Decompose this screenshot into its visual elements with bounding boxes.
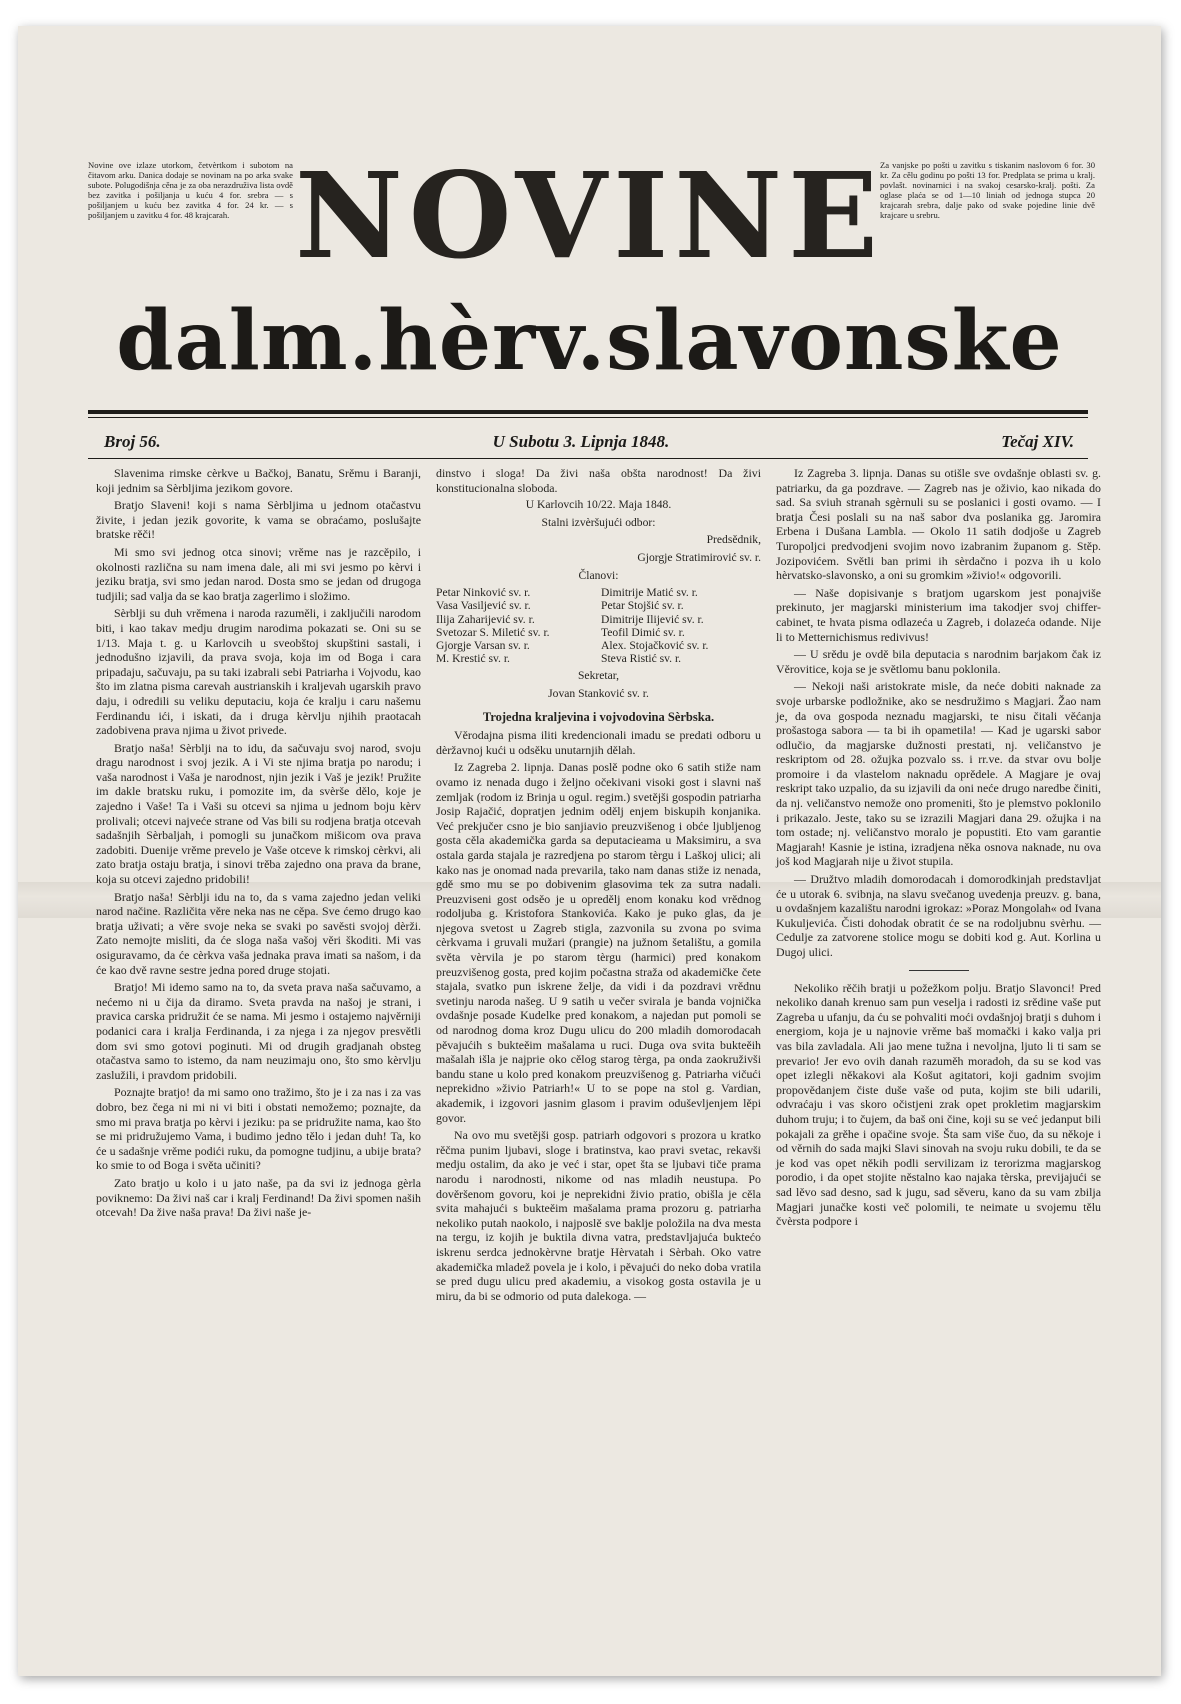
paragraph: Bratjo naša! Sèrblji idu na to, da s vama zajedno jedan veliki narod načine. Različita věre neka nas ne cěpa. Sve ćemo drugo kao bratja uživati; a věre svoje neka se svaki po savěsti svojoj dèrži. Zato nemojte misliti, da će sloga naša vašoj věri škoditi. Mi vas osiguravamo, da će cèrkva vaša jednaka prava imati sa našom, i da će kao dvě ravne sestre jedna pored druge stojati.	[96, 889, 421, 977]
column-3	[776, 466, 1101, 1232]
paragraph: Na ovo mu svetějši gosp. patriarh odgovori s prozora u kratko rěčma punim ljubavi, sloge i bratinstva, kao pravi svetac, rekavši medju ostalim, da ako je već i star, opet šta se ljubavi tiče prama narodu i narodnosti, nikome od nas mladih neustupa. Po dověršenom govoru, koi je neprekidni živio pratio, obišla je cěla svita mahajući s bukteěim mašalama prama prozoru g. patriarha nekoliko putah naokolo, i najposlě sve baklje položila na dva mesta na tergu, iz kojih je buktila divna vatra, predstavljajuća buktećo iskrenu serdca jednokèrvne bratje Hèrvatah i Sèrbah. Oko vatre akademička mladež povela je i kolo, i pěvajući do neko doba vratila se pred dugu ulicu pred akademiu, a visokog gosta ostavila je u miru, da bi se odmorio od puta dalekoga. —	[436, 1128, 761, 1303]
member-name: Steva Ristić sv. r.	[601, 652, 682, 666]
paragraph: Bratjo Slaveni! koji s nama Sèrbljima u jednom otačastvu živite, i jedan jezik govorite, k vama se obraćamo, poslušajte bratske rěči!	[96, 498, 421, 542]
dateline	[104, 432, 1074, 452]
committee-title: Stalni izvèršujući odbor:	[541, 515, 656, 529]
section-title: Trojedna kraljevina i vojvodovina Sèrbska.	[482, 709, 715, 724]
member-name: Svetozar S. Miletić sv. r.	[436, 625, 550, 639]
masthead-title: NOVINE	[294, 146, 885, 285]
paragraph: Věrodajna pisma iliti kredencionali imadu se predati odboru u dèržavnoj kući u odsěku unutarnjih dělah.	[436, 728, 761, 757]
paragraph: Poznajte bratjo! da mi samo ono tražimo, što je i za nas i za vas dobro, bez čega ni mi ni vi biti i obstati nemožemo; poznajte, da smo mi prava bratja po kèrvi i jeziku: pa se pridružite nama, kao što se mi pridružujemo Vama, i budimo jedno tělo i jedan duh! Ta, ko će u sadašnje vrěme podići ruku, da pomogne tudjinu, a ubije brata? ko smie to od Boga i světa učiniti?	[96, 1085, 421, 1173]
subscription-note-right: Za vanjske po pošti u zavitku s tiskanim naslovom 6 for. 30 kr. Za cělu godinu po pošti 13 for. Predplata se prima u kralj. povlašt. novinarnici i na svakoj cesarsko-kralj. pošti. Za oglase plaća se od 1—10 liniah od jednoga stupca 20 krajcarah srebra, dalje pako od svake pojedine linie dvě krajcare u srebru.	[880, 160, 1095, 220]
masthead-rule-thick	[88, 410, 1088, 414]
secretary-name: Jovan Stanković sv. r.	[548, 686, 649, 700]
paragraph: Sèrblji su duh vrěmena i naroda razuměli, i zaključili narodom biti, i kao takav medju drugim narodima pokazati se. Oni su se 1/13. Maja t. g. u Karlovcih u sveobštoj skupštini sastali, i jednodušno izjavili, da prava svoja, koja im od Boga i cara pripadaju, sačuvaju, pa su taki izabrali sebi Patriarha i Vojvodu, kao što im zlatna pisma carevah austrianskih i kraljevah ugarskih pravo daju, i odredili su veliku deputaciu, koja će kralju i caru našemu Ferdinandu ići, i iskati, da i druga kèrvlju njihih praotacah zadobivena prava njima u život privede.	[96, 606, 421, 738]
place-date: U Karlovcih 10/22. Maja 1848.	[525, 498, 672, 512]
members-left	[436, 586, 596, 665]
member-name: Teofil Dimić sv. r.	[601, 625, 685, 639]
paragraph: — Nekoji naši aristokrate misle, da neće dobiti naknade za svoje urbarske podložnike, ako se nesdružimo s Magjari. Žao nam je, da ova gospoda neznadu magjarski, te nisu čitali věćanja prošastoga sabora — ta bi ih opametila! — Kad je ugarski sabor odlučio, da magjarske dužnosti prestati, nj. veličanstvo je reskriptom od 28. ožujka pozvalo ss. i rr.ve. da stvar ovu bolje promoire i da vlastelom naknadu oprědele. A Magjare je ovaj reskript tako uzpalio, da su izjavili da oni neće drugo naredbe činiti, da nj. veličanstvo nemože ono promeniti, što je plemstvo poklonilo i prikazalo. Jeste, tako su se izrazili Magjari dana 29. ožujka i na tom ostade; nj. veličanstvo moralo je popustiti. Eto vam garantie Magjarah! Kasnie je istina, izradjena něka osnova naknade, nu ova još kod Magjarah nije u život stupila.	[776, 679, 1101, 869]
secretary-label: Sekretar,	[577, 669, 620, 683]
paragraph: Iz Zagreba 2. lipnja. Danas poslě podne oko 6 satih stiže nam ovamo iz nenada dugo i željno očekivani visoki gost i slavni naš zemljak (rodom iz Brinja u ogul. regim.) svetějši gospodin patriarha Josip Rajačić, dopratjen jednim odělj enjem biskupih konjanika. Već prekjučer csno je bio sanjiavio preuzvišenog i obće ljubljenog gosta cěla akademička garda sa deputacieama u Maksimiru, a sva ostala garda stajala je razredjena po starom tèrgu i Laškoj ulici; ali kako nas je onomad nada prevarila, tako nam danas stiže iz nenada, gdě smo mu se po dobivenim glasovima tek za sutra nadali. Preuzviseni gost odsěo je u opredělj enom konaku kod vrědnog rodoljuba g. Kristofora Stankovića. Kako je puko glas, da je njegova svetost u Zagreb stigla, zazvonila su zvona po svima cèrkvama i gruvali mužari (prangie) na južnom šetalištu, a gomila světa vèrvila je po starom tèrgu (harmici) pred konakom preuzvišenog gosta, pred kojim počastna straža od akademičke čete stajala, svatko pun iskrene želje, da vidi i da pozdravi vrědnu svetinju naroda našeg. U 9 satih u večer svirala je banda vojnička ovdašnje posade Kudelke pred konakom, a najedan put pomoli se od narodnog doma kroz Dugu ulicu do 200 mladih domorodacah pěvajućih s bukteěim mašalama u ruci. Duga ova svita bukteěih mašalah išla je najprie oko cělog starog tèrga, pa onda zaokruživši bandu stane u kolo pred konakom preuzvišenog g. Patriarha vičući neprekidno »živio Patriarh!« U to se pope na stol g. Vardian, akademik, i izgovori jasnim glasom i pravim oduševljenjem lěpi govor.	[436, 760, 761, 1125]
president-label: Predsědnik,	[706, 533, 761, 547]
paragraph: — Družtvo mladih domorodacah i domorodkinjah predstavljat će u utorak 6. svibnja, na slavu svečanog uvedenja preuzv. g. bana, u ovdašnjem kazalištu narodni igrokaz: »Poraz Mongolah« od Ivana Kukuljevića. Čisti dohodak obratit će se na rodoljubnu svèrhu. — Cedulje za zatvorene stolice mogu se dobiti kod g. Aut. Korlina u Dugoj ulici.	[776, 872, 1101, 959]
paragraph: Bratjo naša! Sèrblji na to idu, da sačuvaju svoj narod, svoju dragu narodnost i svoj jezik. A i Vi ste njima bratja po narodu; i vaša narodnost i Vaša je narodnost, njin jezik i Vaš je jezik! Pružite im dakle bratsku ruku, i pomozite im, da svèrše dělo, koje je zajedno i Vaše! Ta i Vaši su otcevi sa njima u jednom boju kèrv prolivali; otcevi najveće strane od Vas bili su rodjena bratja otcevah sadašnjih Sèrbaljah, i pomogli su junačkom mišicom ova prava zadobiti. Duenije vrěme prevelo je Vaše otceve k rimskoj cèrkvi, ali zato bratja ostaju bratja, i sinovi trěba zajedno ona prava da brane, koja su otcevi zajedno pridobili!	[96, 740, 421, 887]
issue-number: Broj 56.	[104, 432, 161, 451]
signature-block	[436, 498, 761, 701]
member-name: Petar Stojšić sv. r.	[601, 599, 684, 613]
member-name: M. Krestić sv. r.	[436, 652, 510, 666]
article-heading: Slavenima rimske cèrkve u Bačkoj, Banatu, Srěmu i Baranji, koji jednim sa Sèrbljima jezikom govore.	[96, 466, 421, 495]
dateline-rule	[88, 458, 1088, 459]
newspaper-page	[18, 26, 1161, 1676]
member-name: Alex. Stojačković sv. r.	[601, 638, 709, 652]
paragraph: Mi smo svi jednog otca sinovi; vrěme nas je razcěpilo, i okolnosti različna su nam imena dale, ali mi svi jesmo po kèrvi i jeziku bratja, svi smo jedan narod. Dosta smo se jedan od drugoga tudjili; sad valja da se kao bratja zagerlimo i složimo.	[96, 544, 421, 603]
paragraph: — U srědu je ovdě bila deputacia s narodnim barjakom čak iz Věrovitice, koja se je světlomu banu poklonila.	[776, 647, 1101, 676]
issue-date: U Subotu 3. Lipnja 1848.	[492, 432, 670, 451]
masthead-rule-thin	[88, 417, 1088, 418]
member-name: Petar Ninković sv. r.	[436, 586, 531, 600]
member-name: Dimitrije Matić sv. r.	[601, 586, 698, 600]
column-1	[96, 466, 421, 1223]
subscription-note-left: Novine ove izlaze utorkom, četvèrtkom i subotom na čitavom arku. Danica dodaje se novinam na po arka svake subote. Polugodišnja cěna je za oba nerazdruživa lista ovdě bez zavitka i pošiljanja u kuću 4 for. srebra — s pošiljanjem u kuću bez zavitka 4 for. 24 kr. — s pošiljanjem u zavitku 4 for. 48 krajcarah.	[88, 160, 293, 220]
members-right	[601, 586, 761, 665]
paragraph: Nekoliko rěčih bratji u požežkom polju. Bratjo Slavonci! Pred nekoliko danah krenuo sam pun veselja i radosti iz srědine vaše put Zagreba u ufanju, da ću se pohvaliti moći ovdašnjoj bratji s duhom i energiom, koja je u najnovie vrěme baš momački i kako valja pri vas bila zavladala. Ali jao mene tužna i nevoljna, ljuto li ti sam se prevario! Jer evo ovih danah razuměh moradoh, da su se kod vas opet izlegli někakovi ala Košut agitatori, koji gadnim svojim propovědanjem čiste duše vaše od puta, kojim ste bili udarili, odvraćaju i vas skoro očistjeni zrak opet prokletim magjarskim duhom truju; i to čujem, da baš oni čine, koji su se već jedanput bili pokajali za grěhe i opačine svoje. Šta sam više čuo, da su někoje i od věrnih do sada majki Slavi sinovah na svoju ruku dobili, te da se je kod vas opet někih podli servilizam iz terorizma magjarskog porodio, i da opet stojite něstalno kao najaka tèrska, previjajući se sad lěvo sad desno, sad k jugu, sad sěveru, kano da su vam zbilja Magjari junačke kosti več polomili, te neimate u svojemu tělu čvèrsta podpore i	[776, 980, 1101, 1229]
paragraph: — Naše dopisivanje s bratjom ugarskom jest ponajviše prekinuto, jer magjarski ministerium ima takodjer svoj chiffer-cabinet, te hvata pisma odlazeća u Zagreb, i dolazeća odande. Nije li to Metternichismus redivivus!	[776, 585, 1101, 644]
column-2	[436, 466, 761, 1306]
paragraph: dinstvo i sloga! Da živi naša obšta narodnost! Da živi konstitucionalna sloboda.	[436, 466, 761, 495]
section-divider	[909, 970, 969, 971]
members-label: Članovi:	[578, 568, 619, 582]
masthead-subtitle: dalm.hèrv.slavonske	[116, 293, 1063, 389]
member-name: Ilija Zaharijević sv. r.	[436, 612, 535, 626]
member-name: Gjorgje Varsan sv. r.	[436, 638, 530, 652]
volume-number: Tečaj XIV.	[1001, 432, 1074, 451]
paragraph: Bratjo! Mi idemo samo na to, da sveta prava naša sačuvamo, a nećemo ni u čija da diramo. Sveta pravda na našoj je strani, i pravica carska pridružit će se nama. Mi jesmo i ostajemo najvěrniji podanici cara i kralja Ferdinanda, i za njega i za njegov presvětli dom svi smo gotovi poginuti. Mi od drugih gradjanah obsteg otačastva samo to istemo, da nam neuzimaju ono, što smo kèrvlju zaslužili, i pravdom pridobili.	[96, 980, 421, 1082]
members-list	[436, 586, 761, 665]
paragraph: Iz Zagreba 3. lipnja. Danas su otišle sve ovdašnje oblasti sv. g. patriarku, da ga pozdrave. — Zagreb nas je oživio, kao nikada do sad. Sa sviuh stranah sgèrnuli su se poslanici i gosti ovamo. — I bratja Česi poslali su na naš sabor dva poslanika gg. Jaromira Erbena i Dušana Lambla. — Okolo 11 satih dodjoše u Zagreb Turopoljci predvodjeni svojim novo izabranim županom g. Stěp. Jozipovićem. Světli ban primi ih sèrdačno i pozva ih u kolo hèrvatsko-slavonsko, a oni su gromkim »živio!« odgovorili.	[776, 466, 1101, 583]
president-name: Gjorgje Stratimirović sv. r.	[637, 550, 761, 564]
paragraph: Zato bratjo u kolo i u jato naše, pa da svi iz jednoga gèrla poviknemo: Da živi naš car i kralj Ferdinand! Da živi spomen naših otcevah! Da žive naša prava! Da živi naše je-	[96, 1175, 421, 1220]
member-name: Dimitrije Ilijević sv. r.	[601, 612, 704, 626]
member-name: Vasa Vasiljević sv. r.	[436, 599, 531, 613]
